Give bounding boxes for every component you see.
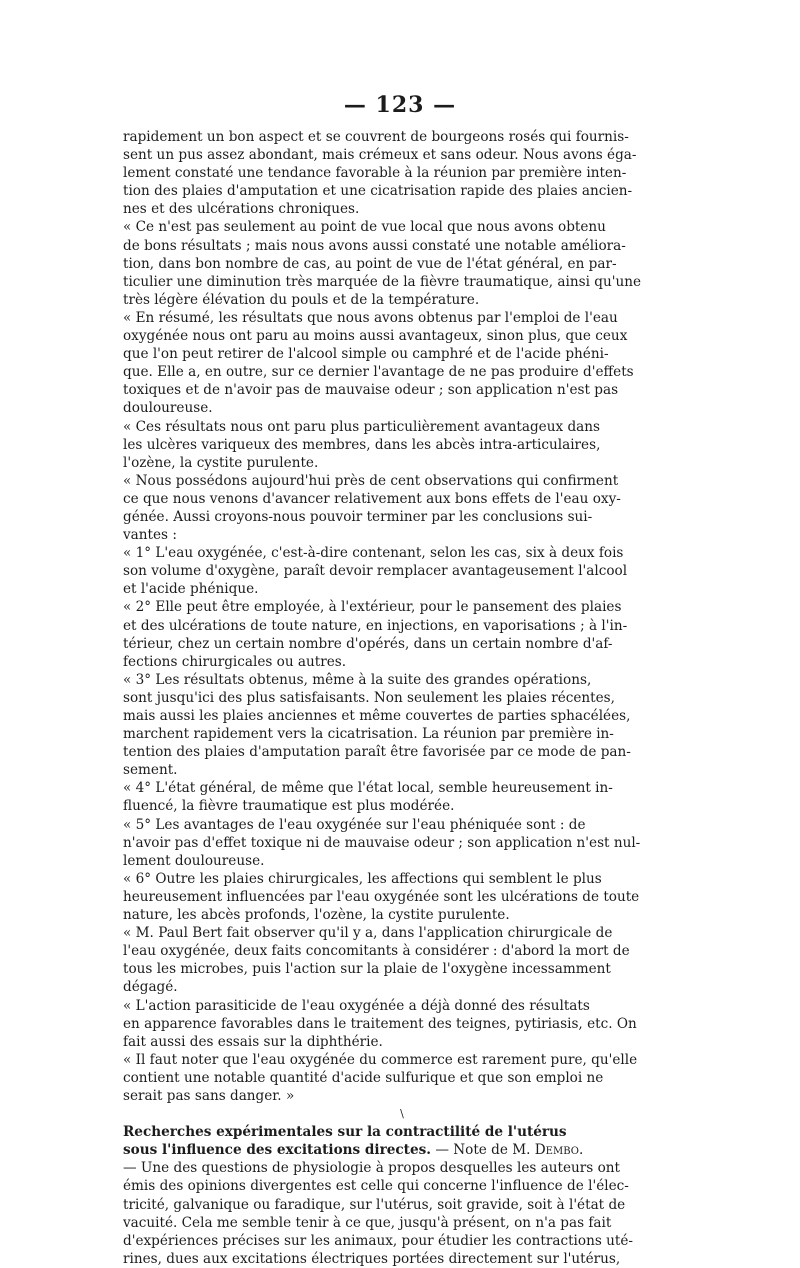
text-line: l'eau oxygénée, deux faits concomitants à considérer : d'abord la mort de (123, 943, 630, 960)
text-line: « 2° Elle peut être employée, à l'extérieur, pour le pansement des plaies (123, 599, 622, 616)
text-line: douloureuse. (123, 400, 213, 417)
text-line: mais aussi les plaies anciennes et même couvertes de parties sphacélées, (123, 708, 631, 724)
text-line: fluencé, la fièvre traumatique est plus modérée. (123, 798, 455, 815)
text-line: « Ces résultats nous ont paru plus particulièrement avantageux dans (123, 418, 601, 435)
text-line: lement constaté une tendance favorable à la réunion par première inten- (123, 165, 627, 182)
text-line: — Une des questions de physiologie à propos desquelles les auteurs ont (123, 1160, 620, 1177)
section-mark: \ (400, 1107, 404, 1121)
text-line: en apparence favorables dans le traitement des teignes, pytiriasis, etc. On (123, 1015, 637, 1032)
text-line: tion, dans bon nombre de cas, au point de vue de l'état général, en par- (123, 255, 617, 272)
text-line: « Ce n'est pas seulement au point de vue local que nous avons obtenu (123, 219, 606, 236)
text-line: sont jusqu'ici des plus satisfaisants. Non seulement les plaies récentes, (123, 689, 615, 706)
paragraph-block (123, 128, 681, 1105)
text-line: « 4° L'état général, de même que l'état local, semble heureusement in- (123, 780, 613, 797)
text-line: heureusement influencées par l'eau oxygénée sont les ulcérations de toute (123, 888, 640, 905)
text-line: « En résumé, les résultats que nous avons obtenus par l'emploi de l'eau (123, 309, 618, 326)
section-title-bold: sous l'influence des excitations directes. (123, 1142, 431, 1159)
text-line: vantes : (123, 527, 177, 544)
text-line: fections chirurgicales ou autres. (123, 653, 347, 670)
text-line: serait pas sans danger. » (123, 1087, 295, 1104)
text-line: tous les microbes, puis l'action sur la plaie de l'oxygène incessamment (123, 961, 611, 978)
text-line: tricité, galvanique ou faradique, sur l'utérus, soit gravide, soit à l'état de (123, 1196, 626, 1213)
text-line: que. Elle a, en outre, sur ce dernier l'avantage de ne pas produire d'effets (123, 364, 634, 381)
section-title: Recherches expérimentales sur la contractilité de l'utérus (123, 1124, 567, 1141)
text-line: marchent rapidement vers la cicatrisation. La réunion par première in- (123, 726, 614, 743)
text-line: lement douloureuse. (123, 852, 265, 869)
text-line: l'ozène, la cystite purulente. (123, 454, 319, 471)
text-line: « 3° Les résultats obtenus, même à la suite des grandes opérations, (123, 671, 592, 688)
section-title-line2 (123, 1141, 681, 1159)
text-line: toxiques et de n'avoir pas de mauvaise odeur ; son application n'est pas (123, 382, 619, 399)
note-prefix: — Note de M. (431, 1142, 535, 1159)
text-line: émis des opinions divergentes est celle qui concerne l'influence de l'élec- (123, 1178, 629, 1195)
text-line: n'avoir pas d'effet toxique ni de mauvaise odeur ; son application n'est nul- (123, 834, 641, 851)
text-line: « L'action parasiticide de l'eau oxygénée a déjà donné des résultats (123, 997, 590, 1014)
text-line: sement. (123, 762, 178, 779)
text-line: « 5° Les avantages de l'eau oxygénée sur l'eau phéniquée sont : de (123, 816, 586, 833)
text-line: « Nous possédons aujourd'hui près de cent observations qui confirment (123, 472, 619, 489)
text-line: génée. Aussi croyons-nous pouvoir terminer par les conclusions sui- (123, 508, 593, 525)
text-line: nes et des ulcérations chroniques. (123, 201, 360, 218)
text-line: ce que nous venons d'avancer relativement aux bons effets de l'eau oxy- (123, 490, 621, 507)
text-line: « Il faut noter que l'eau oxygénée du commerce est rarement pure, qu'elle (123, 1051, 638, 1068)
page-number: — 123 — (343, 92, 457, 118)
text-line: oxygénée nous ont paru au moins aussi avantageux, sinon plus, que ceux (123, 328, 628, 345)
section-paragraph (123, 1159, 681, 1268)
text-line: tention des plaies d'amputation paraît être favorisée par ce mode de pan- (123, 744, 631, 761)
text-line: fait aussi des essais sur la diphthérie. (123, 1033, 383, 1050)
text-line: « M. Paul Bert fait observer qu'il y a, dans l'application chirurgicale de (123, 925, 613, 942)
text-line: son volume d'oxygène, paraît devoir remplacer avantageusement l'alcool (123, 563, 628, 580)
text-line: « 1° L'eau oxygénée, c'est-à-dire contenant, selon les cas, six à deux fois (123, 545, 624, 562)
text-line: contient une notable quantité d'acide sulfurique et que son emploi ne (123, 1069, 604, 1086)
text-line: tion des plaies d'amputation et une cicatrisation rapide des plaies ancien- (123, 183, 633, 200)
text-line: rines, dues aux excitations électriques portées directement sur l'utérus, (123, 1250, 621, 1267)
text-line: et l'acide phénique. (123, 581, 259, 598)
text-line: les ulcères variqueux des membres, dans les abcès intra-articulaires, (123, 436, 601, 453)
text-line: très légère élévation du pouls et de la température. (123, 291, 480, 308)
text-line: et des ulcérations de toute nature, en injections, en vaporisations ; à l'in- (123, 617, 628, 634)
text-line: rapidement un bon aspect et se couvrent de bourgeons rosés qui fournis- (123, 129, 629, 145)
text-line: vacuité. Cela me semble tenir à ce que, jusqu'à présent, on n'a pas fait (123, 1214, 612, 1231)
text-body (123, 128, 681, 1268)
author-name: Dembo. (534, 1142, 584, 1159)
text-line: que l'on peut retirer de l'alcool simple ou camphré et de l'acide phéni- (123, 346, 609, 363)
text-line: d'expériences précises sur les animaux, pour étudier les contractions uté- (123, 1232, 633, 1249)
text-line: ticulier une diminution très marquée de la fièvre traumatique, ainsi qu'une (123, 273, 642, 290)
text-line: de bons résultats ; mais nous avons aussi constaté une notable améliora- (123, 237, 626, 254)
text-line: sent un pus assez abondant, mais crémeux et sans odeur. Nous avons éga- (123, 147, 637, 164)
text-line: « 6° Outre les plaies chirurgicales, les affections qui semblent le plus (123, 870, 602, 887)
text-line: térieur, chez un certain nombre d'opérés, dans un certain nombre d'af- (123, 635, 613, 652)
text-line: nature, les abcès profonds, l'ozène, la cystite purulente. (123, 907, 510, 924)
text-line: dégagé. (123, 979, 178, 996)
